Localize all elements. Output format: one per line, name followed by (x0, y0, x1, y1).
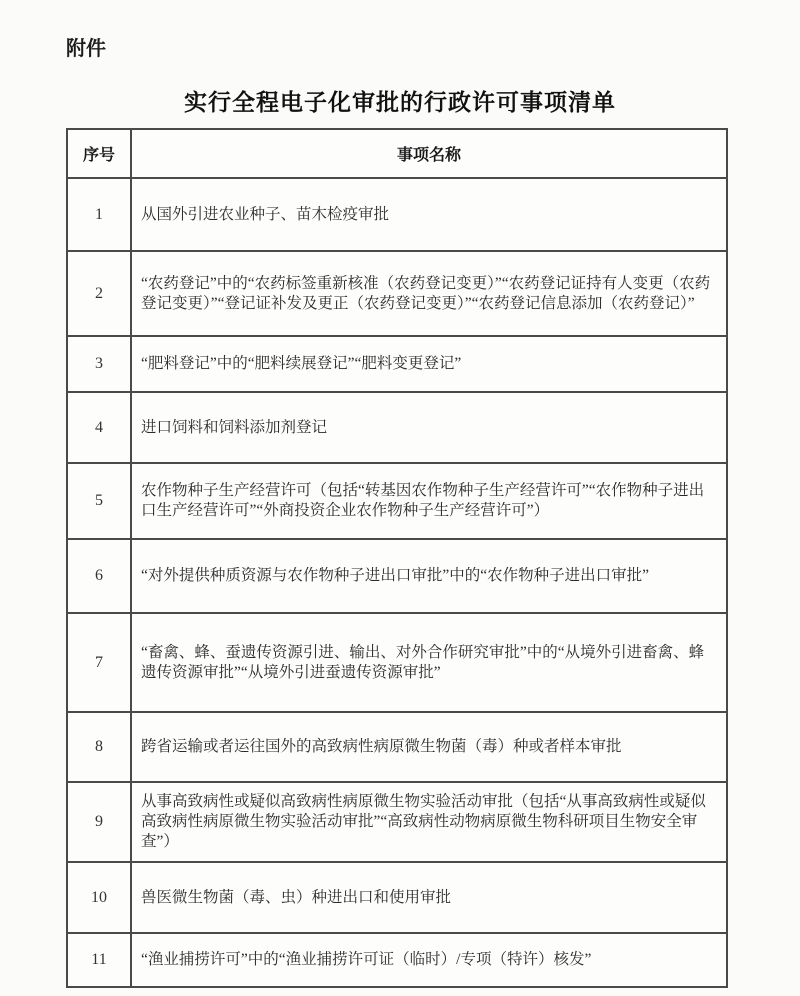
row-item-name: 从国外引进农业种子、苗木检疫审批 (131, 178, 727, 251)
table-row (67, 251, 727, 336)
row-index: 1 (67, 178, 131, 251)
row-index: 3 (67, 336, 131, 392)
row-item-name: 兽医微生物菌（毒、虫）种进出口和使用审批 (131, 862, 727, 933)
table-header (67, 129, 727, 178)
table-row (67, 933, 727, 987)
table-body (67, 178, 727, 987)
row-item-name: “畜禽、蜂、蚕遗传资源引进、输出、对外合作研究审批”中的“从境外引进畜禽、蜂遗传资源审批”“从境外引进蚕遗传资源审批” (131, 613, 727, 712)
row-index: 2 (67, 251, 131, 336)
row-item-name: 从事高致病性或疑似高致病性病原微生物实验活动审批（包括“从事高致病性或疑似高致病性病原微生物实验活动审批”“高致病性动物病原微生物科研项目生物安全审查”） (131, 782, 727, 862)
table-row (67, 782, 727, 862)
row-index: 7 (67, 613, 131, 712)
row-index: 5 (67, 463, 131, 539)
page-title: 实行全程电子化审批的行政许可事项清单 (184, 89, 616, 115)
row-item-name: 农作物种子生产经营许可（包括“转基因农作物种子生产经营许可”“农作物种子进出口生产经营许可”“外商投资企业农作物种子生产经营许可”） (131, 463, 727, 539)
column-header-index: 序号 (67, 129, 131, 178)
attachment-label: 附件 (66, 38, 106, 60)
table-row (67, 862, 727, 933)
table-row (67, 392, 727, 463)
row-item-name: “对外提供种质资源与农作物种子进出口审批”中的“农作物种子进出口审批” (131, 539, 727, 613)
table-row (67, 178, 727, 251)
table-row (67, 336, 727, 392)
table-header-row (67, 129, 727, 178)
row-item-name: 进口饲料和饲料添加剂登记 (131, 392, 727, 463)
row-index: 11 (67, 933, 131, 987)
table-row (67, 463, 727, 539)
row-index: 9 (67, 782, 131, 862)
table-row (67, 613, 727, 712)
row-index: 6 (67, 539, 131, 613)
row-index: 10 (67, 862, 131, 933)
row-item-name: “渔业捕捞许可”中的“渔业捕捞许可证（临时）/专项（特许）核发” (131, 933, 727, 987)
row-index: 8 (67, 712, 131, 782)
row-item-name: “农药登记”中的“农药标签重新核准（农药登记变更）”“农药登记证持有人变更（农药登记变更）”“登记证补发及更正（农药登记变更）”“农药登记信息添加（农药登记）” (131, 251, 727, 336)
row-index: 4 (67, 392, 131, 463)
row-item-name: “肥料登记”中的“肥料续展登记”“肥料变更登记” (131, 336, 727, 392)
column-header-name: 事项名称 (131, 129, 727, 178)
row-item-name: 跨省运输或者运往国外的高致病性病原微生物菌（毒）种或者样本审批 (131, 712, 727, 782)
table-row (67, 539, 727, 613)
table-row (67, 712, 727, 782)
items-table (66, 128, 728, 988)
